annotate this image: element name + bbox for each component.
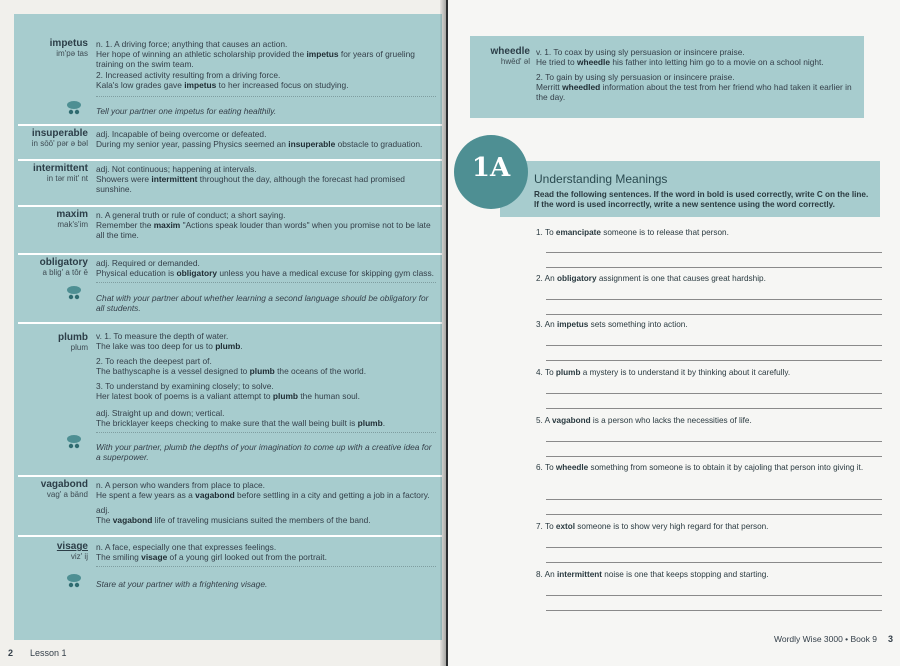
entry-pronunciation: hwēd' əl (500, 57, 530, 66)
entry-word: plumb (58, 332, 88, 343)
divider (96, 96, 436, 97)
question-3: 3. An impetus sets something into action. (536, 320, 688, 329)
entry-word: impetus (49, 38, 88, 49)
answer-line[interactable] (546, 252, 882, 253)
entry-definition: n. A general truth or rule of conduct; a short saying. Remember the maxim "Actions speak louder than words" when you promise not to be late all the time. (96, 210, 431, 241)
entry-pronunciation: mak's'im (57, 220, 88, 229)
answer-line[interactable] (546, 456, 882, 457)
answer-line[interactable] (546, 547, 882, 548)
entry-pronunciation: in sōō' pər ə bəl (31, 139, 88, 148)
entry-definition-2: 2. To reach the deepest part of. The bathyscaphe is a vessel designed to plumb the oceans of the world. (96, 356, 367, 377)
page-number: 3 (888, 634, 894, 644)
partner-chat-icon (66, 573, 82, 589)
exercise-number-badge: 1A (454, 135, 528, 209)
book-title: Wordly Wise 3000 • Book 9 (774, 634, 877, 644)
answer-line[interactable] (546, 345, 882, 346)
entry-definition: n. 1. A driving force; anything that causes an action. Her hope of winning an athletic scholarship provided the impetus for years of grueling training on the swim team. (96, 39, 415, 70)
left-page (0, 0, 446, 666)
entry-definition: adj. Required or demanded. Physical education is obligatory unless you have a medical excuse for skipping gym class. (96, 258, 434, 279)
answer-line[interactable] (546, 314, 882, 315)
answer-line[interactable] (546, 267, 882, 268)
entry-definition-4: adj. Straight up and down; vertical. The bricklayer keeps checking to make sure that the wall being built is plumb. (96, 408, 386, 429)
entry-pronunciation: viz' ij (70, 552, 88, 561)
entry-plumb (18, 324, 442, 477)
question-5: 5. A vagabond is a person who lacks the necessities of life. (536, 416, 752, 425)
entry-definition: n. A person who wanders from place to place. He spent a few years as a vagabond before settling in a city and getting a job in a factory. (96, 480, 430, 501)
partner-chat-icon (66, 434, 82, 450)
entry-word: maxim (56, 209, 88, 220)
partner-chat-icon (66, 285, 82, 301)
answer-line[interactable] (546, 360, 882, 361)
entry-word: insuperable (31, 128, 88, 139)
entry-definition-2: adj. The vagabond life of traveling musicians suited the members of the band. (96, 505, 371, 526)
entry-pronunciation: a blig' a tôr ē (42, 268, 88, 277)
question-1: 1. To emancipate someone is to release that person. (536, 228, 729, 237)
entry-word: vagabond (40, 479, 88, 490)
answer-line[interactable] (546, 393, 882, 394)
entry-maxim (18, 207, 442, 255)
lesson-label: Lesson 1 (30, 648, 67, 658)
right-page (448, 0, 900, 666)
answer-line[interactable] (546, 610, 882, 611)
entry-definition: n. A face, especially one that expresses feelings. The smiling visage of a young girl looked out from the portrait. (96, 542, 327, 563)
answer-line[interactable] (546, 441, 882, 442)
partner-activity: Tell your partner one impetus for eating healthily. (96, 106, 277, 116)
answer-line[interactable] (546, 595, 882, 596)
question-2: 2. An obligatory assignment is one that causes great hardship. (536, 274, 766, 283)
entry-word: wheedle (490, 46, 530, 57)
entry-obligatory (18, 255, 442, 324)
entry-definition: v. 1. To measure the depth of water. The lake was too deep for us to plumb. (96, 331, 243, 352)
question-6: 6. To wheedle something from someone is to obtain it by cajoling that person into giving it. (536, 463, 864, 472)
partner-activity: With your partner, plumb the depths of your imagination to come up with a creative idea for a superpower. (96, 442, 432, 463)
page-number: 2 (8, 648, 14, 658)
entry-wheedle (470, 36, 864, 118)
entry-pronunciation: plum (70, 343, 88, 352)
answer-line[interactable] (546, 408, 882, 409)
entry-visage (18, 539, 442, 595)
entry-definition-3: 3. To understand by examining closely; to solve. Her latest book of poems is a valiant attempt to plumb the human soul. (96, 381, 360, 402)
entry-word: intermittent (33, 163, 88, 174)
partner-activity: Stare at your partner with a frightening visage. (96, 579, 268, 589)
entry-insuperable (18, 126, 442, 161)
entry-pronunciation: vag' a bänd (46, 490, 88, 499)
entry-vagabond (18, 477, 442, 537)
entry-word: visage (56, 541, 88, 552)
entry-pronunciation: im'pə tas (56, 49, 88, 58)
entry-impetus (18, 36, 442, 126)
entry-definition-2: 2. Increased activity resulting from a driving force. Kala's low grades gave impetus to her increased focus on studying. (96, 70, 349, 91)
entry-definition: v. 1. To coax by using sly persuasion or insincere praise. He tried to wheedle his father into letting him go to a movie on a school night. (536, 47, 824, 68)
question-7: 7. To extol someone is to show very high regard for that person. (536, 522, 769, 531)
entry-pronunciation: in tər mit' nt (46, 174, 88, 183)
entry-definition: adj. Not continuous; happening at intervals. Showers were intermittent throughout the day, although the forecast had promised sunshine. (96, 164, 405, 195)
divider (96, 566, 436, 567)
answer-line[interactable] (546, 499, 882, 500)
answer-line[interactable] (546, 562, 882, 563)
partner-chat-icon (66, 100, 82, 116)
divider (96, 282, 436, 283)
answer-line[interactable] (546, 299, 882, 300)
entry-definition-2: 2. To gain by using sly persuasion or insincere praise. Merritt wheedled information about the test from her friend who had taken it earlier in the day. (536, 72, 852, 103)
entry-intermittent (18, 161, 442, 207)
divider (96, 432, 436, 433)
partner-activity: Chat with your partner about whether learning a second language should be obligatory for all students. (96, 293, 429, 314)
question-4: 4. To plumb a mystery is to understand it by thinking about it carefully. (536, 368, 791, 377)
entry-word: obligatory (39, 257, 88, 268)
entry-definition: adj. Incapable of being overcome or defeated. During my senior year, passing Physics seemed an insuperable obstacle to graduation. (96, 129, 423, 150)
question-8: 8. An intermittent noise is one that keeps stopping and starting. (536, 570, 769, 579)
answer-line[interactable] (546, 514, 882, 515)
exercise-instructions: Read the following sentences. If the word in bold is used correctly, write C on the line. If the word is used incorrectly, write a new sentence using the word correctly. (534, 190, 869, 209)
exercise-title: Understanding Meanings (534, 172, 668, 186)
